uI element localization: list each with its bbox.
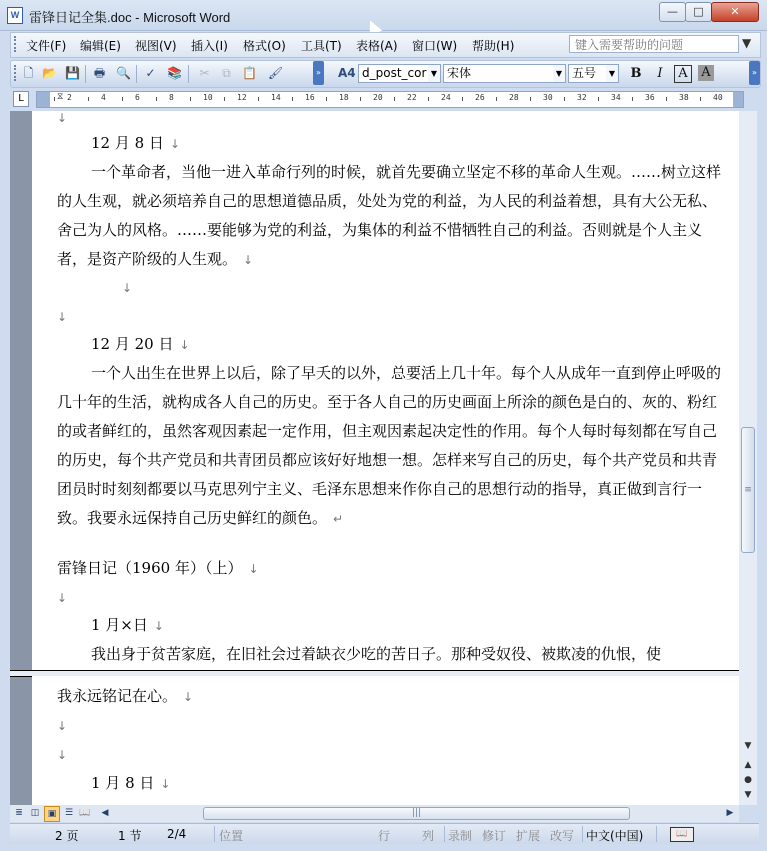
ruler-tick [700,97,701,101]
ruler-label: 30 [543,93,553,102]
reading-layout-view-icon[interactable]: 📖 [79,808,91,818]
ruler-label: 10 [203,93,213,102]
status-page-of: 2/4 [167,827,187,841]
ruler-tick [190,97,191,101]
toolbar-separator [136,65,137,83]
style-combo[interactable] [358,64,441,83]
outline-view-icon[interactable]: ☰ [64,808,74,818]
ruler-tick [326,97,327,101]
chevron-down-icon[interactable]: ▼ [428,65,440,82]
ruler-tick [598,97,599,101]
toolbar-overflow-icon[interactable]: » [313,61,324,85]
diary-date-heading: 1 月 8 日 ↓ [91,774,171,792]
web-layout-view-icon[interactable]: ◫ [30,808,40,818]
font-combo[interactable] [443,64,566,83]
style-combo-value: d_post_cor [362,66,427,80]
close-button[interactable]: ✕ [711,2,759,22]
status-separator [582,826,583,842]
menu-format[interactable]: 格式(O) [243,39,286,53]
status-column: 列 [422,829,435,843]
ruler-tick [462,97,463,101]
ruler-tick [122,97,123,101]
ruler-tick [292,97,293,101]
title-bar [0,0,767,31]
status-separator [214,826,215,842]
select-browse-object-icon[interactable]: ● [744,775,752,785]
status-bar [10,823,759,844]
ruler-tick [530,97,531,101]
ruler-label: 36 [645,93,655,102]
ruler-left-margin [37,92,50,107]
status-extend-toggle[interactable]: 扩展 [516,829,541,843]
ruler-label: 4 [101,93,106,102]
next-page-icon[interactable]: ▼ [744,790,752,800]
scroll-right-icon[interactable]: ▶ [726,808,734,818]
paragraph-mark: ↓ [122,281,133,295]
tab-selector[interactable]: L [13,91,29,107]
chevron-down-icon[interactable]: ▼ [553,65,565,82]
ruler-label: 8 [169,93,174,102]
minimize-button[interactable]: — [659,2,686,22]
vertical-scrollbar[interactable] [739,111,757,805]
document-page-lower-pane[interactable] [32,676,739,805]
spelling-check-icon[interactable]: ✓ [145,66,156,80]
diary-date-heading: 12 月 8 日 ↓ [91,134,180,152]
bold-button[interactable]: B [630,66,642,81]
font-combo-value: 宋体 [447,66,472,80]
ruler-label: 12 [237,93,247,102]
ruler-tick [666,97,667,101]
diary-entry-paragraph: 我出身于贫苦家庭，在旧社会过着缺衣少吃的苦日子。那种受奴役、被欺凌的仇恨，使 [91,645,662,663]
horizontal-ruler[interactable] [36,91,744,108]
copy-icon[interactable]: ⧉ [222,66,231,80]
document-page-upper-pane[interactable] [32,111,739,671]
ruler-label: 24 [441,93,451,102]
scroll-down-icon[interactable]: ▼ [744,741,752,751]
ruler-tick [564,97,565,101]
font-size-value: 五号 [572,66,597,80]
status-language[interactable]: 中文(中国) [586,829,644,843]
format-painter-icon[interactable]: 🖌 [267,66,284,80]
menu-file[interactable]: 文件(F) [26,39,67,53]
diary-entry-paragraph: 一个革命者，当他一进入革命行列的时候，就首先要确立坚定不移的革命人生观。……树立这样的人生观，就必须培养自己的思想道德品质，处处为党的利益，为人民的利益着想，具有大公无私、舍己为人的风格。……要能够为党的利益，为集体的利益不惜牺牲自己的利益。否则就是个人主义者，是资产阶级的人生观。 ↓ [57,163,722,268]
paragraph-mark: ↓ [57,310,68,324]
print-icon[interactable]: 🖶 [93,66,106,80]
status-section: 1 节 [118,829,142,843]
research-icon[interactable]: 📚 [167,66,182,80]
styles-formatting-icon[interactable]: A4 [338,66,356,80]
paragraph-mark: ↓ [57,748,68,762]
ruler-tick [394,97,395,101]
ruler-row [10,89,759,109]
char-shading-button[interactable]: A [698,65,714,81]
maximize-button[interactable]: □ [685,2,712,22]
ruler-tick [258,97,259,101]
menu-view[interactable]: 视图(V) [135,39,177,53]
char-border-button[interactable]: A [674,65,692,83]
open-folder-icon[interactable]: 📂 [42,66,57,80]
diary-entry-paragraph: 一个人出生在世界上以后，除了早夭的以外，总要活上几十年。每个人从成年一直到停止呼吸的几十年的生活，就构成各人自己的历史。至于各人自己的历史画面上所涂的颜色是白的、灰的、粉红的或者鲜红的，虽然客观因素起一定作用，但主观因素起决定性的作用。每个人每时每刻都在写自己的历史，每个共产党员和共青团员都应该好好地想一想。怎样来写自己的历史，每个共产党员和共青团员时时刻刻都要以马克思列宁主义、毛泽东思想来作你自己的思想行动的指导，真正做到言行一致。我要永远保持自己历史鲜红的颜色。 ↵ [57,364,722,527]
diary-entry-paragraph: 我永远铭记在心。 ↓ [57,687,194,705]
ruler-tick [360,97,361,101]
paragraph-mark: ↓ [57,591,68,605]
menu-edit[interactable]: 编辑(E) [80,39,121,53]
print-layout-view-icon[interactable]: ▣ [44,806,60,822]
cut-icon[interactable]: ✂ [199,66,210,80]
new-document-icon[interactable]: 🗋 [23,66,34,80]
vertical-scroll-thumb[interactable]: ≡ [741,427,755,553]
ruler-tick [428,97,429,101]
toolbar-grip-icon[interactable] [14,65,19,81]
ruler-label: 20 [373,93,383,102]
italic-button[interactable]: I [657,66,663,81]
ruler-label: 26 [475,93,485,102]
toolbar-overflow-icon[interactable]: » [749,61,760,85]
paste-icon[interactable]: 📋 [242,66,257,80]
ruler-tick [156,97,157,101]
status-separator [444,826,445,842]
ruler-label: 32 [577,93,587,102]
standard-formatting-toolbar [10,60,761,88]
ruler-tick [224,97,225,101]
spelling-status-icon[interactable]: 📖 [670,827,694,842]
ruler-label: 6 [135,93,140,102]
help-dropdown-icon[interactable]: ▼ [742,36,752,50]
ruler-tick [496,97,497,101]
horizontal-scrollbar-row [10,805,739,822]
ruler-right-margin [733,92,743,107]
toolbar-separator [85,65,86,83]
status-overwrite-toggle[interactable]: 改写 [550,829,575,843]
font-size-combo[interactable] [568,64,619,83]
horizontal-scroll-thumb[interactable]: ||| [203,807,630,820]
ruler-label: 18 [339,93,349,102]
window-title: 雷锋日记全集.doc - Microsoft Word [29,10,231,25]
menu-table[interactable]: 表格(A) [356,39,398,53]
paragraph-mark: ↓ [57,719,68,733]
menu-bar [10,32,761,58]
ruler-label: 34 [611,93,621,102]
status-record-toggle[interactable]: 录制 [448,829,473,843]
status-line: 行 [378,829,391,843]
status-position: 位置 [219,829,244,843]
chevron-down-icon[interactable]: ▼ [606,65,618,82]
ruler-label: 38 [679,93,689,102]
normal-view-icon[interactable]: ≣ [15,808,23,818]
word-app-icon[interactable]: W [7,7,23,24]
status-revise-toggle[interactable]: 修订 [482,829,507,843]
menu-help[interactable]: 帮助(H) [472,39,515,53]
scroll-left-icon[interactable]: ◀ [101,808,109,818]
ruler-tick [88,97,89,101]
menu-insert[interactable]: 插入(I) [191,39,228,53]
menu-tools[interactable]: 工具(T) [301,39,342,53]
toolbar-separator [188,65,189,83]
section-heading: 雷锋日记（1960 年）（上） ↓ [57,559,259,577]
indent-marker-icon[interactable]: ⧖ [57,92,64,102]
diary-date-heading: 1 月×日 ↓ [91,616,164,634]
ruler-label: 22 [407,93,417,102]
ruler-tick [54,97,55,101]
status-page: 2 页 [55,829,79,843]
save-icon[interactable]: 💾 [65,66,80,80]
print-preview-icon[interactable]: 🔍 [116,66,131,80]
ruler-label: 16 [305,93,315,102]
document-area[interactable] [10,111,739,805]
ruler-tick [632,97,633,101]
help-search-input[interactable]: 键入需要帮助的问题 [569,35,739,53]
ruler-label: 2 [67,93,72,102]
paragraph-mark: ↓ [57,111,68,125]
ruler-label: 14 [271,93,281,102]
previous-page-icon[interactable]: ▲ [744,760,752,770]
status-separator [656,826,657,842]
ruler-label: 28 [509,93,519,102]
menu-window[interactable]: 窗口(W) [412,39,458,53]
menu-grip-icon[interactable] [14,36,19,52]
ruler-label: 40 [713,93,723,102]
diary-date-heading: 12 月 20 日 ↓ [91,335,190,353]
